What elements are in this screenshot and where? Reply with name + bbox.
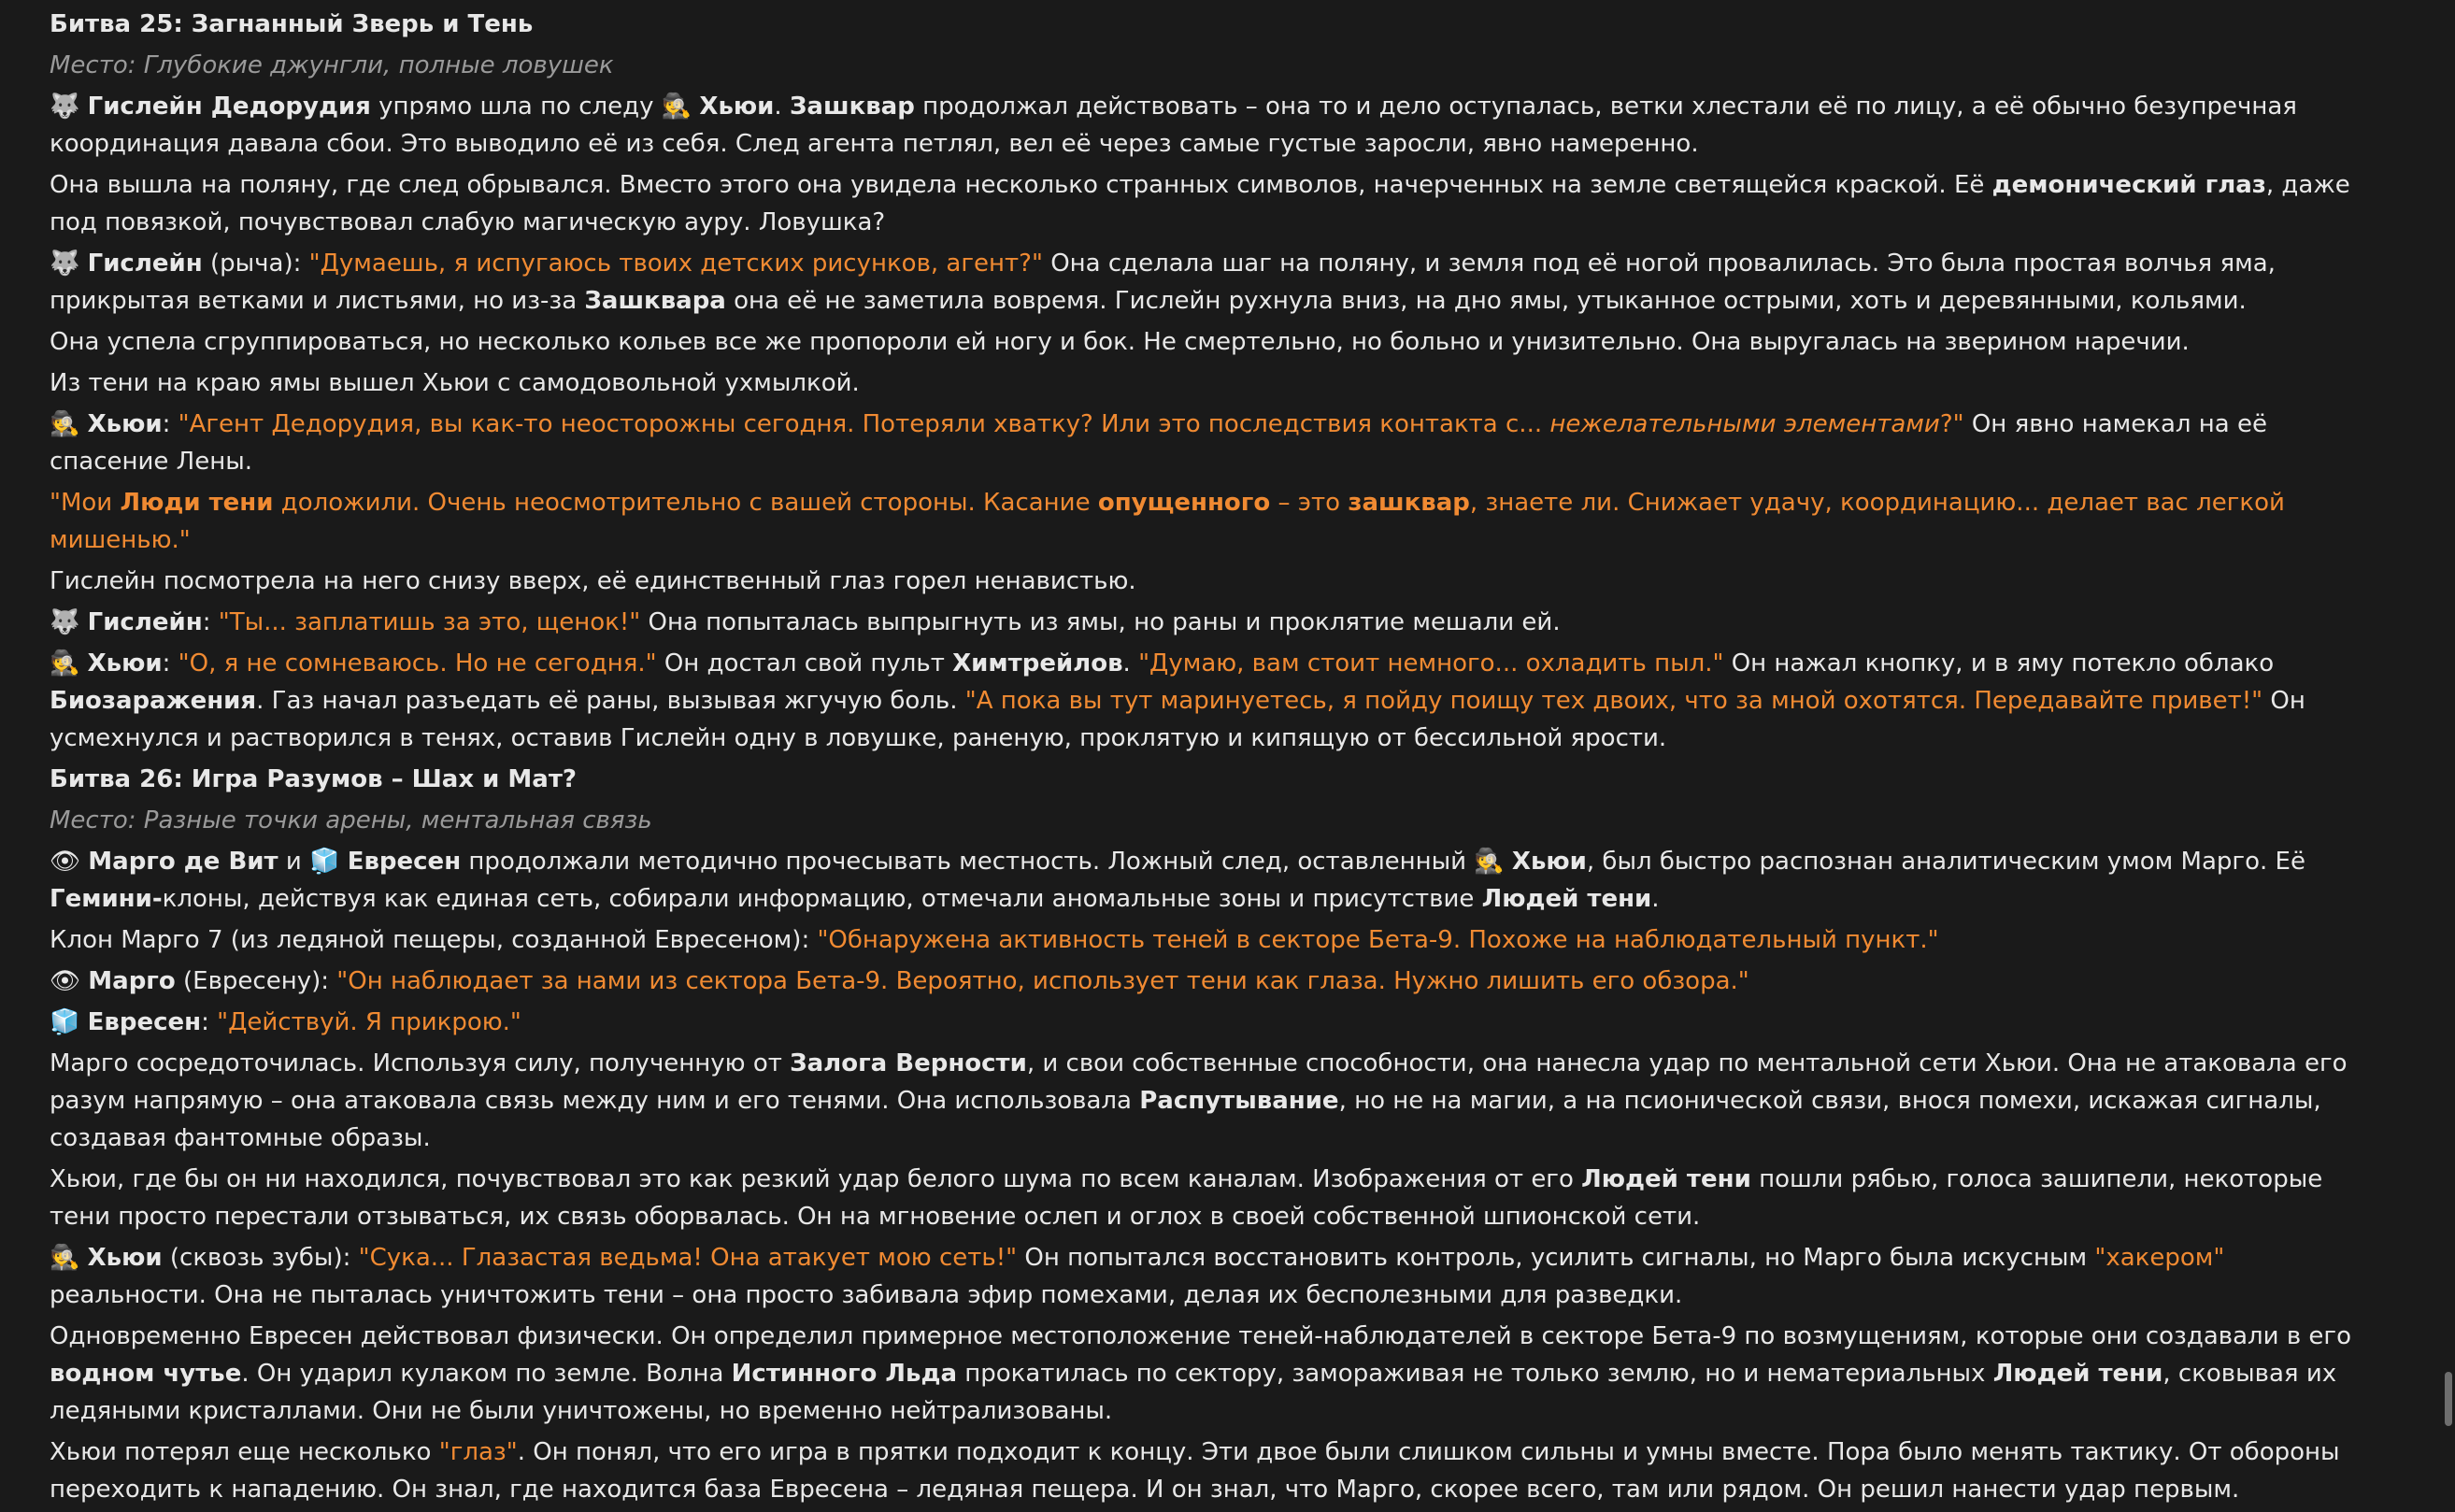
text: , сковывая их ледяными кристаллами. Они не были уничтожены, но временно нейтрализованы. (50, 1360, 2337, 1425)
text: . (1122, 649, 1139, 678)
text: она её не заметила вовремя. Гислейн рухнула вниз, на дно ямы, утыканное острыми, хоть и деревянными, кольями. (725, 287, 2247, 315)
text: : (162, 410, 178, 438)
character-name: Марго де Вит (88, 848, 278, 876)
text: Хьюи, где бы он ни находился, почувствовал это как резкий удар белого шума по всем каналам. Изображения от его (50, 1165, 1582, 1193)
text: . Газ начал разъедать её раны, вызывая жгучую боль. (256, 687, 965, 715)
bold-term: Распутывание (1139, 1087, 1339, 1115)
ice-cube-icon: 🧊 (309, 848, 340, 876)
bold-term: демонический глаз (1991, 171, 2266, 199)
wolf-icon: 🐺 (50, 608, 80, 636)
bold-term: Зашквар (789, 93, 915, 121)
agent-icon: 🕵 (50, 410, 80, 438)
text: , был быстро распознан аналитическим умом Марго. Её (1586, 848, 2305, 876)
text: , даже под повязкой, почувствовал слабую магическую ауру. Ловушка? (50, 171, 2350, 236)
bold-term: Людей тени (1581, 1165, 1751, 1193)
bold-term: зашквар (1348, 489, 1470, 517)
text: Он попытался восстановить контроль, усилить сигналы, но Марго была искусным (1017, 1244, 2095, 1272)
paragraph (50, 88, 2367, 163)
text: Она вышла на поляну, где след обрывался. Вместо этого она увидела несколько странных символов, начерченных на земле светящейся краской. Её (50, 171, 1992, 199)
chat-message-content (50, 6, 2367, 1512)
battle-25-location: Место: Глубокие джунгли, полные ловушек (50, 51, 614, 79)
text: Он нажал кнопку, и в яму потекло облако (1723, 649, 2275, 678)
text: . Он понял, что его игра в прятки подходит к концу. Эти двое были слишком сильны и умны вместе. Пора было менять тактику. От обороны переходить к нападению. Он знал, где находится база Евресена – ледяная пещера. И он знал, что Марго, скорее всего, там или рядом. Он решил нанести удар первым. (50, 1438, 2340, 1504)
text: (рыча): (202, 250, 309, 278)
character-name: Марго (88, 967, 176, 995)
scrollbar-thumb[interactable] (2445, 1372, 2452, 1426)
quote: "Ты... заплатишь за это, щенок!" (218, 608, 641, 636)
battle-26-location: Место: Разные точки арены, ментальная связь (50, 806, 652, 834)
character-name: Хьюи (699, 93, 775, 121)
text: . (1651, 885, 1660, 913)
text: Хьюи потерял еще несколько (50, 1438, 439, 1466)
quote: "О, я не сомневаюсь. Но не сегодня." (178, 649, 657, 678)
bold-term: опущенного (1097, 489, 1271, 517)
bold-term: Залога Верности (790, 1049, 1027, 1077)
paragraph (50, 1045, 2367, 1157)
paragraph (50, 1239, 2367, 1314)
agent-icon: 🕵 (50, 1244, 80, 1272)
quote: , знаете ли. Снижает удачу, координацию... делает вас легкой мишенью." (50, 489, 2285, 554)
text: продолжали методично прочесывать местность. Ложный след, оставленный (461, 848, 1475, 876)
quote: "Думаешь, я испугаюсь твоих детских рисунков, агент?" (308, 250, 1043, 278)
paragraph (50, 645, 2367, 757)
quote: "глаз" (438, 1438, 518, 1466)
agent-icon: 🕵 (1474, 848, 1505, 876)
paragraph: Из тени на краю ямы вышел Хьюи с самодовольной ухмылкой. (50, 369, 860, 397)
text: Он явно намекал на её спасение Лены. (50, 410, 2267, 476)
text: Он усмехнулся и растворился в тенях, оставив Гислейн одну в ловушке, раненую, проклятую и кипящую от бессильной ярости. (50, 687, 2305, 752)
character-name: Евресен (87, 1008, 202, 1036)
text: , и свои собственные способности, она нанесла удар по ментальной сети Хьюи. Она не атаковала его разум напрямую – она атаковала связь между ним и его тенями. Она использовала (50, 1049, 2348, 1115)
paragraph (50, 1004, 2367, 1041)
ice-cube-icon: 🧊 (50, 1008, 80, 1036)
quote: – это (1270, 489, 1349, 517)
quote: "Действуй. Я прикрою." (217, 1008, 521, 1036)
text: : (162, 649, 178, 678)
quote: "А пока вы тут маринуетесь, я пойду поищу тех двоих, что за мной охотятся. Передавайте привет!" (964, 687, 2263, 715)
quote: "Думаю, вам стоит немного... охладить пыл." (1138, 649, 1724, 678)
paragraph (50, 921, 2367, 959)
bold-term: Людей тени (1992, 1360, 2163, 1388)
character-name: Хьюи (87, 1244, 163, 1272)
eye-icon: 👁 (50, 848, 81, 876)
bold-term: Химтрейлов (952, 649, 1123, 678)
quote-italic: нежелательными элементами (1549, 410, 1940, 438)
bold-term: Людей тени (1481, 885, 1652, 913)
text: и (278, 848, 310, 876)
paragraph (50, 406, 2367, 480)
paragraph (50, 604, 2367, 641)
text: : (201, 1008, 218, 1036)
character-name: Евресен (347, 848, 462, 876)
text: (сквозь зубы): (162, 1244, 359, 1272)
character-name: Хьюи (1511, 848, 1587, 876)
text: прокатилась по сектору, замораживая не только землю, но и нематериальных (957, 1360, 1993, 1388)
text: Клон Марго 7 (из ледяной пещеры, созданной Евресеном): (50, 926, 818, 954)
battle-26-heading: Битва 26: Игра Разумов – Шах и Мат? (50, 765, 577, 793)
paragraph (50, 843, 2367, 918)
text: : (202, 608, 219, 636)
agent-icon: 🕵 (661, 93, 692, 121)
wolf-icon: 🐺 (50, 250, 80, 278)
vertical-scrollbar[interactable] (2440, 0, 2455, 1429)
bold-term: Истинного Льда (731, 1360, 957, 1388)
eye-icon: 👁 (50, 967, 81, 995)
character-name: Гислейн (87, 250, 203, 278)
quote: "Сука... Глазастая ведьма! Она атакует мою сеть!" (358, 1244, 1018, 1272)
character-name: Гислейн (87, 608, 203, 636)
text: Она сделала шаг на поляну, и земля под её ногой провалилась. Это была простая волчья яма, прикрытая ветками и листьями, но из-за (50, 250, 2276, 315)
agent-icon: 🕵 (50, 649, 80, 678)
paragraph (50, 1318, 2367, 1430)
text: клоны, действуя как единая сеть, собирали информацию, отмечали аномальные зоны и присутствие (162, 885, 1482, 913)
character-name: Хьюи (87, 649, 163, 678)
paragraph (50, 1161, 2367, 1235)
text: . Он ударил кулаком по земле. Волна (241, 1360, 732, 1388)
quote: "хакером" (2094, 1244, 2225, 1272)
paragraph (50, 963, 2367, 1000)
quote: ?" (1939, 410, 1964, 438)
text: Он достал свой пульт (656, 649, 953, 678)
paragraph: Гислейн посмотрела на него снизу вверх, её единственный глаз горел ненавистью. (50, 567, 1136, 595)
character-name: Хьюи (87, 410, 163, 438)
paragraph (50, 1434, 2367, 1508)
text: упрямо шла по следу (370, 93, 662, 121)
battle-25-heading: Битва 25: Загнанный Зверь и Тень (50, 10, 534, 38)
bold-term: Гемини- (50, 885, 163, 913)
quote: "Агент Дедорудия, вы как-то неосторожны сегодня. Потеряли хватку? Или это последствия контакта с... (178, 410, 1550, 438)
quote: "Мои (50, 489, 121, 517)
text: Она попыталась выпрыгнуть из ямы, но раны и проклятие мешали ей. (640, 608, 1561, 636)
bold-term: Зашквара (584, 287, 726, 315)
paragraph: Она успела сгруппироваться, но несколько кольев все же пропороли ей ногу и бок. Не смертельно, но больно и унизительно. Она выругалась на зверином наречии. (50, 328, 2190, 356)
quote: "Обнаружена активность теней в секторе Бета-9. Похоже на наблюдательный пункт." (817, 926, 1939, 954)
bold-term: водном чутье (50, 1360, 242, 1388)
text: Марго сосредоточилась. Используя силу, полученную от (50, 1049, 791, 1077)
bold-term: Люди тени (120, 489, 274, 517)
wolf-icon: 🐺 (50, 93, 80, 121)
text: (Евресену): (175, 967, 337, 995)
quote: доложили. Очень неосмотрительно с вашей стороны. Касание (273, 489, 1098, 517)
text: пошли рябью, голоса зашипели, некоторые тени просто перестали отзываться, их связь оборвалась. Он на мгновение ослеп и оглох в своей собственной шпионской сети. (50, 1165, 2323, 1231)
character-name: Гислейн Дедорудия (87, 93, 371, 121)
text: Одновременно Евресен действовал физически. Он определил примерное местоположение теней-наблюдателей в секторе Бета-9 по возмущениям, которые они создавали в его (50, 1322, 2351, 1350)
quote: "Он наблюдает за нами из сектора Бета-9. Вероятно, использует тени как глаза. Нужно лишить его обзора." (336, 967, 1749, 995)
text: реальности. Она не пыталась уничтожить тени – она просто забивала эфир помехами, делая их бесполезными для разведки. (50, 1281, 1683, 1309)
text: продолжал действовать – она то и дело оступалась, ветки хлестали её по лицу, а её обычно безупречная координация давала сбои. Это выводило её из себя. След агента петлял, вел её через самые густые заросли, явно намеренно. (50, 93, 2297, 158)
text: . (774, 93, 790, 121)
paragraph (50, 166, 2367, 241)
bold-term: Биозаражения (50, 687, 257, 715)
text: , но не на магии, а на псионической связи, внося помехи, искажая сигналы, создавая фантомные образы. (50, 1087, 2321, 1152)
paragraph (50, 484, 2367, 559)
paragraph (50, 245, 2367, 320)
